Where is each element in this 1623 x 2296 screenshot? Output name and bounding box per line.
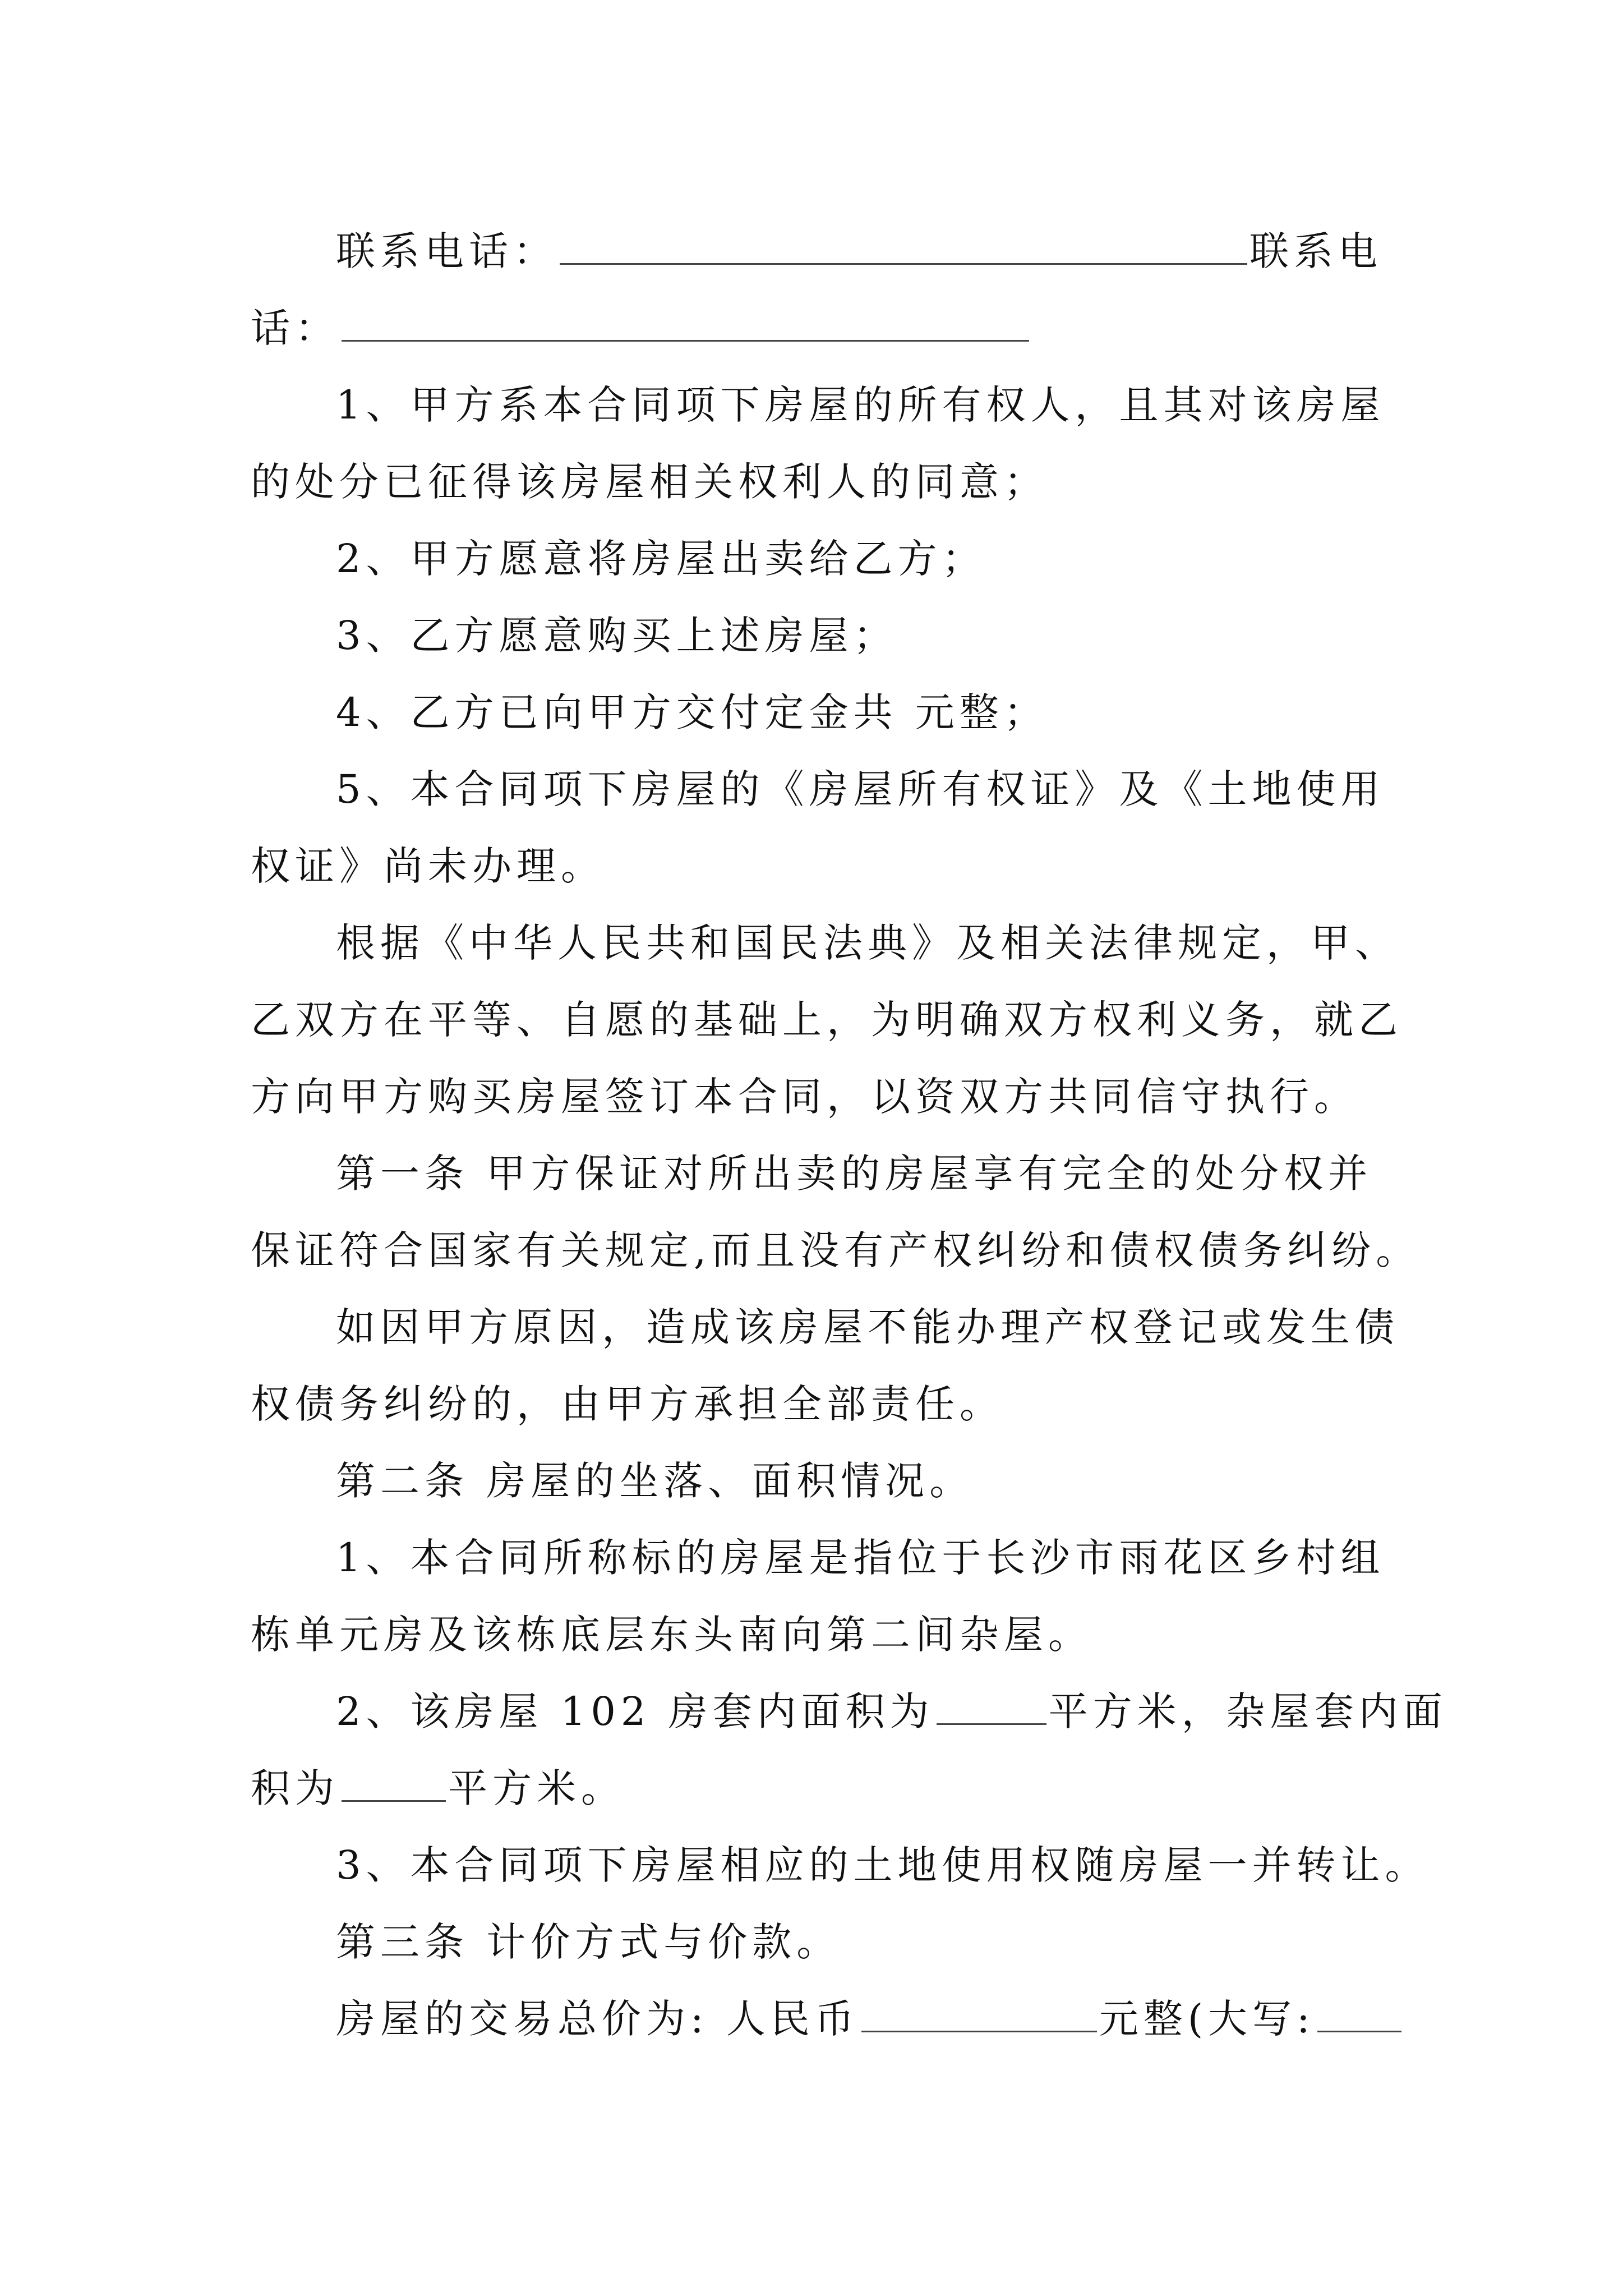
- contact-line: [251, 213, 1382, 290]
- premise-item-1-text: 1、甲方系本合同项下房屋的所有权人，且其对该房屋: [336, 382, 1385, 428]
- preamble-line-2: [251, 982, 1403, 1059]
- premise-item-2: [251, 521, 1372, 597]
- article-1-text-1: 第一条 甲方保证对所出卖的房屋享有完全的处分权并: [336, 1151, 1373, 1197]
- article-2-item-1: [251, 1520, 1385, 1596]
- premise-item-5-text-cont: 权证》尚未办理。: [251, 843, 605, 889]
- inner-area-blank: [937, 1688, 1046, 1725]
- preamble-line-3: [251, 1059, 1372, 1135]
- preamble-line-1: [251, 905, 1399, 982]
- article-1-text-2: 保证符合国家有关规定,而且没有产权纠纷和债权债务纠纷。: [251, 1227, 1421, 1273]
- article-3-heading-text: 第三条 计价方式与价款。: [336, 1919, 841, 1965]
- article-2-item-2-text-d: 平方米。: [448, 1765, 625, 1811]
- document-body: [251, 213, 1447, 2058]
- price-uppercase-blank: [1317, 1996, 1401, 2032]
- premise-item-4-text: 4、乙方已向甲方交付定金共 元整；: [336, 689, 1048, 735]
- premise-item-3-text: 3、乙方愿意购买上述房屋；: [336, 613, 898, 659]
- premise-item-4: [251, 674, 1372, 751]
- article-2-item-1-text-cont: 栋单元房及该栋底层东头南向第二间杂屋。: [251, 1612, 1092, 1658]
- article-2-item-3-text: 3、本合同项下房屋相应的土地使用权随房屋一并转让。: [336, 1842, 1430, 1888]
- price-label: 房屋的交易总价为: 人民币: [336, 1996, 859, 2042]
- premise-item-2-text: 2、甲方愿意将房屋出卖给乙方；: [336, 536, 986, 582]
- article-2-item-1-cont: [251, 1596, 1372, 1673]
- article-1-text-4: 权债务纠纷的，由甲方承担全部责任。: [251, 1381, 1004, 1427]
- article-2-item-2-text-c: 积为: [251, 1765, 339, 1811]
- contact-phone-label: 联系电话：: [336, 228, 557, 274]
- price-uppercase-label: 元整(大写:: [1099, 1996, 1315, 2042]
- premise-item-1-text-cont: 的处分已征得该房屋相关权利人的同意；: [251, 459, 1048, 505]
- contact-phone-label-2-cont: 话：: [251, 305, 339, 351]
- article-2-item-3: [251, 1827, 1430, 1904]
- premise-item-5: [251, 751, 1385, 828]
- preamble-text-2: 乙双方在平等、自愿的基础上，为明确双方权利义务，就乙: [251, 997, 1403, 1043]
- article-2-item-1-text: 1、本合同所称标的房屋是指位于长沙市雨花区乡村组: [336, 1535, 1385, 1581]
- article-2-item-2: [251, 1673, 1447, 1750]
- premise-item-1-cont: [251, 444, 1372, 521]
- article-2-item-2-text: 2、该房屋 102 房套内面积为: [336, 1688, 934, 1734]
- article-1-line-1: [251, 1135, 1372, 1212]
- premise-item-5-cont: [251, 828, 1372, 905]
- premise-item-3: [251, 597, 1372, 674]
- article-1-line-2: [251, 1212, 1421, 1289]
- premise-item-1: [251, 367, 1385, 444]
- contact-line-2: [251, 290, 1372, 367]
- article-3-heading: [251, 1904, 1372, 1981]
- article-2-heading: [251, 1443, 1372, 1520]
- article-3-price: [251, 1981, 1372, 2058]
- article-1-line-4: [251, 1366, 1372, 1443]
- storage-area-blank: [342, 1765, 446, 1802]
- article-2-heading-text: 第二条 房屋的坐落、面积情况。: [336, 1458, 974, 1504]
- preamble-text-1: 根据《中华人民共和国民法典》及相关法律规定，甲、: [336, 920, 1399, 966]
- article-1-text-3: 如因甲方原因，造成该房屋不能办理产权登记或发生债: [336, 1304, 1399, 1350]
- article-1-line-3: [251, 1289, 1399, 1366]
- contact-phone-blank-2: [342, 305, 1029, 342]
- premise-item-5-text: 5、本合同项下房屋的《房屋所有权证》及《土地使用: [336, 766, 1385, 812]
- preamble-text-3: 方向甲方购买房屋签订本合同，以资双方共同信守执行。: [251, 1074, 1358, 1120]
- contact-phone-label-2: 联系电: [1249, 228, 1382, 274]
- contact-phone-blank: [560, 228, 1247, 265]
- price-blank: [861, 1996, 1097, 2032]
- article-2-item-2-cont: [251, 1750, 1372, 1827]
- article-2-item-2-text-b: 平方米，杂屋套内面: [1048, 1688, 1447, 1734]
